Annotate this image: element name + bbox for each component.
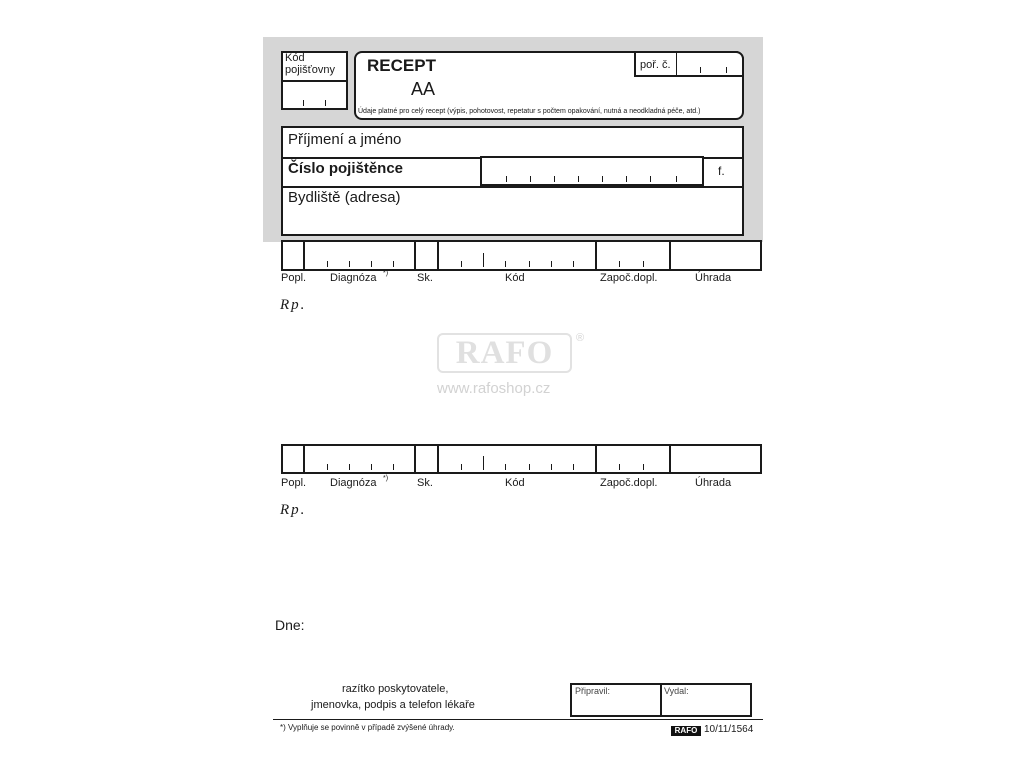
sk-label: Sk.	[417, 272, 433, 284]
stamp-text-line1: razítko poskytovatele,	[342, 683, 449, 695]
zapoc-label: Započ.dopl.	[600, 272, 658, 284]
f-label: f.	[718, 164, 725, 178]
sk-label-2: Sk.	[417, 477, 433, 489]
diagnosis-label: Diagnóza	[330, 272, 377, 284]
rafo-logo-text: RAFO	[455, 335, 554, 371]
rafo-brand-mark: RAFO	[671, 726, 701, 736]
form-code: 10/11/1564	[704, 724, 754, 735]
prepared-label[interactable]: Připravil:	[575, 686, 611, 696]
registered-mark: ®	[576, 332, 585, 344]
code-row-1[interactable]	[281, 240, 762, 271]
watermark-url: www.rafoshop.cz	[437, 380, 551, 397]
uhrada-label: Úhrada	[695, 272, 732, 284]
insurer-code-label-2: pojišťovny	[285, 64, 335, 76]
insurer-code-label: Kód	[285, 52, 305, 64]
kod-label: Kód	[505, 272, 525, 284]
zapoc-label-2: Započ.dopl.	[600, 477, 658, 489]
popl-label-2: Popl.	[281, 477, 307, 489]
stamp-text-line2: jmenovka, podpis a telefon lékaře	[311, 699, 475, 711]
issued-label[interactable]: Vydal:	[664, 686, 689, 696]
rp-label-1: Rp.	[280, 297, 307, 313]
footnote: *) Vyplňuje se povinně v případě zvýšené úhrady.	[280, 723, 455, 732]
footer-divider	[273, 719, 763, 720]
kod-label-2: Kód	[505, 477, 525, 489]
serial-number-label: poř. č.	[640, 59, 671, 71]
recipe-variant: AA	[411, 79, 436, 99]
date-label: Dne:	[275, 617, 305, 633]
insured-number-field[interactable]	[480, 156, 704, 186]
recipe-title: RECEPT	[367, 56, 436, 75]
patient-name-label: Příjmení a jméno	[288, 131, 402, 148]
code-row-2[interactable]	[281, 444, 762, 474]
rp-label-2: Rp.	[280, 502, 307, 518]
address-label: Bydliště (adresa)	[288, 189, 401, 206]
uhrada-label-2: Úhrada	[695, 477, 732, 489]
diagnosis-mark: *)	[383, 270, 389, 277]
rafo-watermark-logo	[437, 333, 572, 373]
diagnosis-mark-2: *)	[383, 475, 389, 482]
popl-label: Popl.	[281, 272, 307, 284]
diagnosis-label-2: Diagnóza	[330, 477, 377, 489]
insured-number-label: Číslo pojištěnce	[288, 160, 404, 177]
recipe-note: Údaje platné pro celý recept (výpis, pohotovost, repetatur s počtem opakování, nutná a neodkladná péče, atd.)	[358, 108, 701, 115]
